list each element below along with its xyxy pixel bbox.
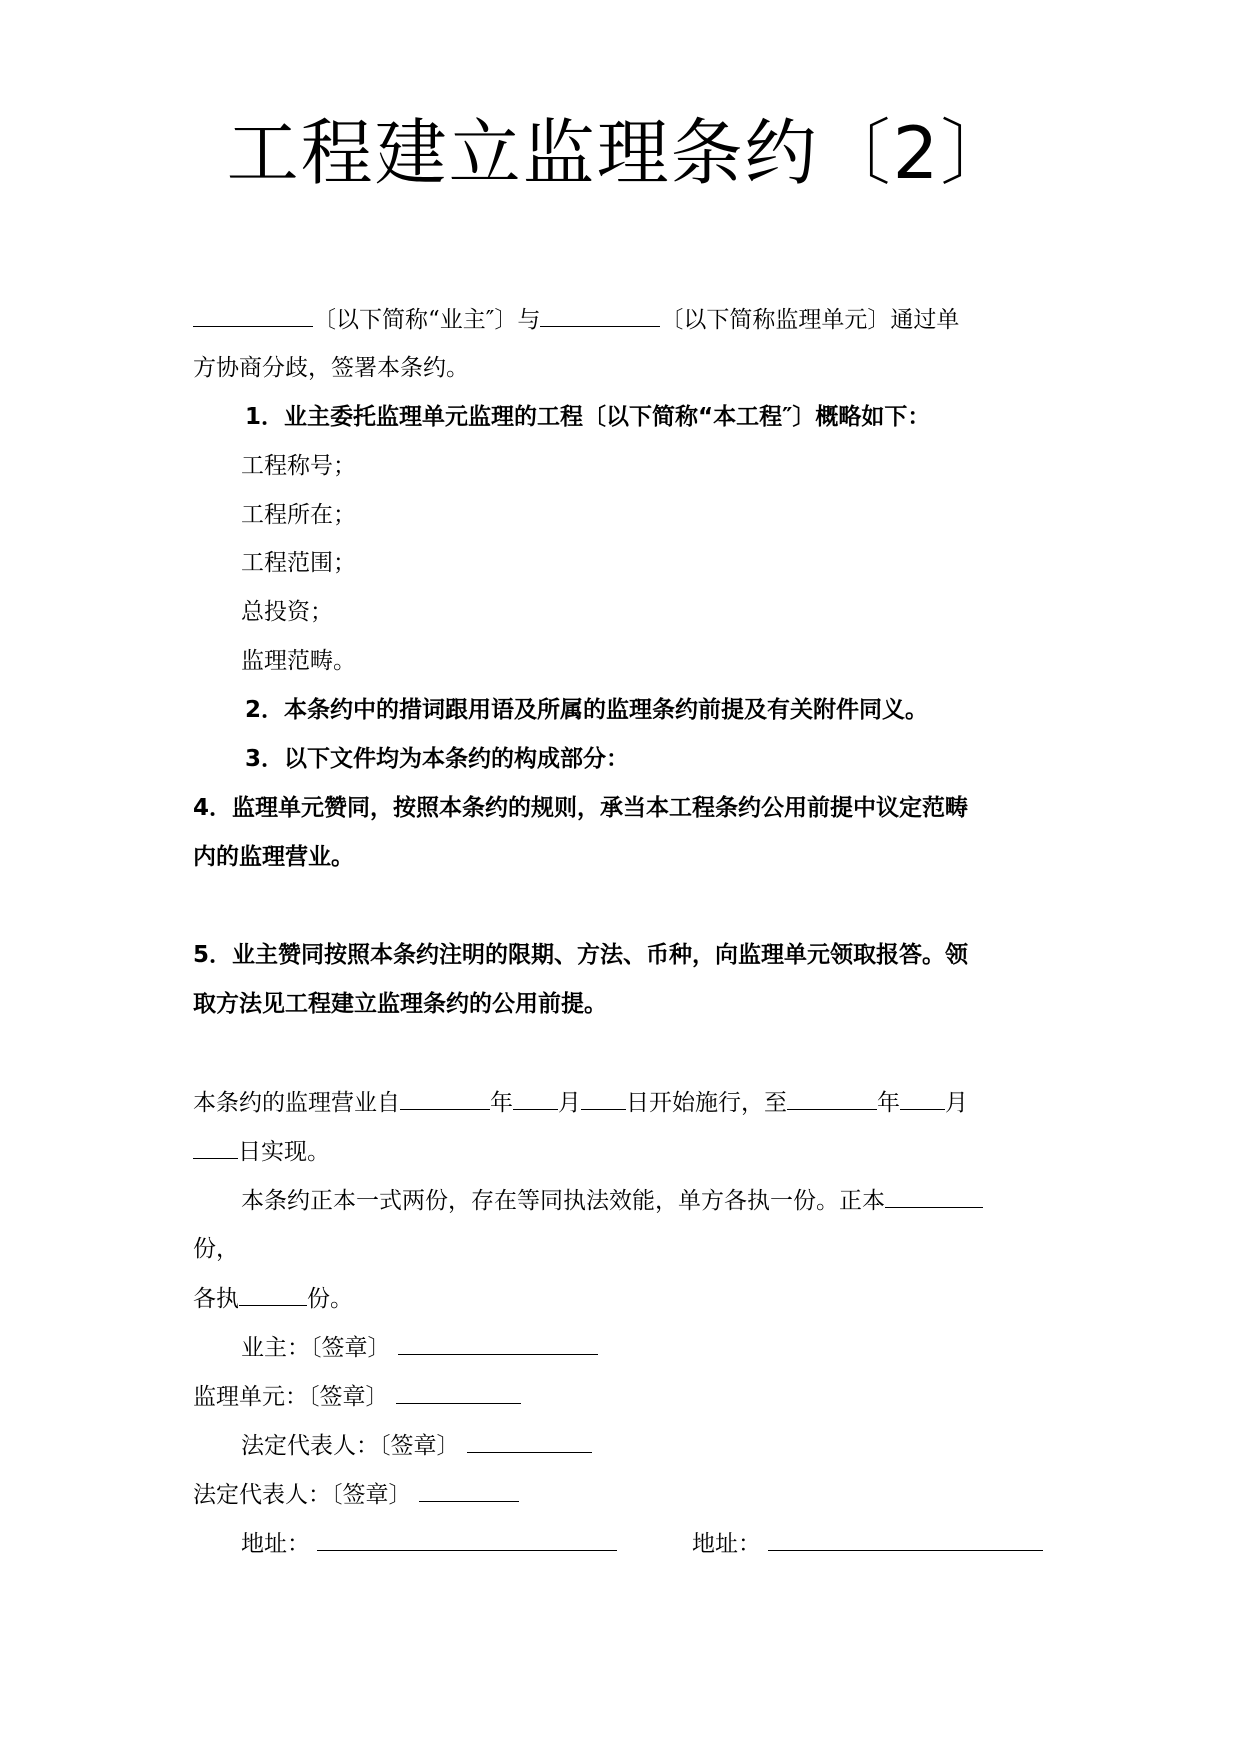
address-2-blank[interactable]	[768, 1528, 1043, 1551]
clause-5-line-2: 取方法见工程建立监理条约的公用前提。	[193, 991, 607, 1017]
term-year-label-2: 年	[877, 1090, 900, 1116]
clause-3: 3．以下文件均为本条约的构成部分：	[245, 746, 630, 772]
copies-line-3	[193, 1283, 353, 1314]
signature-supervisor	[193, 1381, 521, 1412]
clause-4-line-1: 4．监理单元赞同，按照本条约的规则，承当本工程条约公用前提中议定范畴	[193, 795, 969, 821]
legal-rep-1-label: 法定代表人：〔签章〕	[241, 1433, 460, 1459]
intro-part-1: 〔以下简称“业主″〕与	[313, 307, 541, 333]
end-month-blank[interactable]	[900, 1087, 945, 1110]
end-day-blank[interactable]	[193, 1136, 238, 1159]
term-day-start: 日开始施行，至	[626, 1090, 787, 1116]
signature-owner	[241, 1332, 598, 1363]
legal-rep-2-blank[interactable]	[419, 1479, 519, 1502]
signature-legal-rep-supervisor	[193, 1479, 519, 1510]
clause-2: 2．本条约中的措词跟用语及所属的监理条约前提及有关附件同义。	[245, 697, 929, 723]
project-field-location: 工程所在；	[241, 502, 356, 528]
start-day-blank[interactable]	[581, 1087, 626, 1110]
term-line-1	[193, 1087, 968, 1118]
address-supervisor	[692, 1528, 1043, 1559]
intro-part-2: 〔以下简称监理单元〕通过单	[660, 307, 960, 333]
owner-name-blank[interactable]	[193, 304, 313, 327]
address-owner	[241, 1528, 617, 1559]
supervisor-name-blank[interactable]	[540, 304, 660, 327]
copies-text: 本条约正本一式两份，存在等同执法效能，单方各执一份。正本	[241, 1188, 885, 1214]
supervisor-signature-blank[interactable]	[396, 1381, 521, 1404]
copies-each-label: 各执	[193, 1286, 239, 1312]
original-copies-blank[interactable]	[885, 1185, 983, 1208]
supervisor-signature-label: 监理单元：〔签章〕	[193, 1384, 389, 1410]
address-2-label: 地址：	[692, 1531, 761, 1557]
owner-signature-blank[interactable]	[398, 1332, 598, 1355]
copies-each-suffix: 份。	[307, 1286, 353, 1312]
copies-line-1	[241, 1185, 983, 1216]
start-month-blank[interactable]	[513, 1087, 558, 1110]
project-field-name: 工程称号；	[241, 453, 356, 479]
term-prefix: 本条约的监理营业自	[193, 1090, 400, 1116]
term-month-label-2: 月	[945, 1090, 968, 1116]
owner-signature-label: 业主：〔签章〕	[241, 1335, 391, 1361]
clause-4-line-2: 内的监理营业。	[193, 844, 354, 870]
signature-legal-rep-owner	[241, 1430, 592, 1461]
address-1-blank[interactable]	[317, 1528, 617, 1551]
term-line-2	[193, 1136, 330, 1167]
clause-1: 1．业主委托监理单元监理的工程〔以下简称“本工程″〕概略如下：	[245, 404, 931, 430]
address-1-label: 地址：	[241, 1531, 310, 1557]
document-title: 工程建立监理条约〔2〕	[226, 111, 1015, 195]
clause-5-line-1: 5．业主赞同按照本条约注明的限期、方法、币种，向监理单元领取报答。领	[193, 942, 969, 968]
intro-line-1	[193, 304, 959, 335]
end-year-blank[interactable]	[787, 1087, 877, 1110]
copies-line-2: 份，	[193, 1236, 239, 1262]
term-year-label: 年	[490, 1090, 513, 1116]
legal-rep-2-label: 法定代表人：〔签章〕	[193, 1482, 412, 1508]
intro-line-2: 方协商分歧，签署本条约。	[193, 355, 469, 381]
project-field-scope: 工程范围；	[241, 550, 356, 576]
start-year-blank[interactable]	[400, 1087, 490, 1110]
term-day-end: 日实现。	[238, 1139, 330, 1165]
project-field-investment: 总投资；	[241, 599, 333, 625]
term-month-label: 月	[558, 1090, 581, 1116]
each-copies-blank[interactable]	[239, 1283, 307, 1306]
legal-rep-1-blank[interactable]	[467, 1430, 592, 1453]
project-field-supervision-scope: 监理范畴。	[241, 648, 356, 674]
